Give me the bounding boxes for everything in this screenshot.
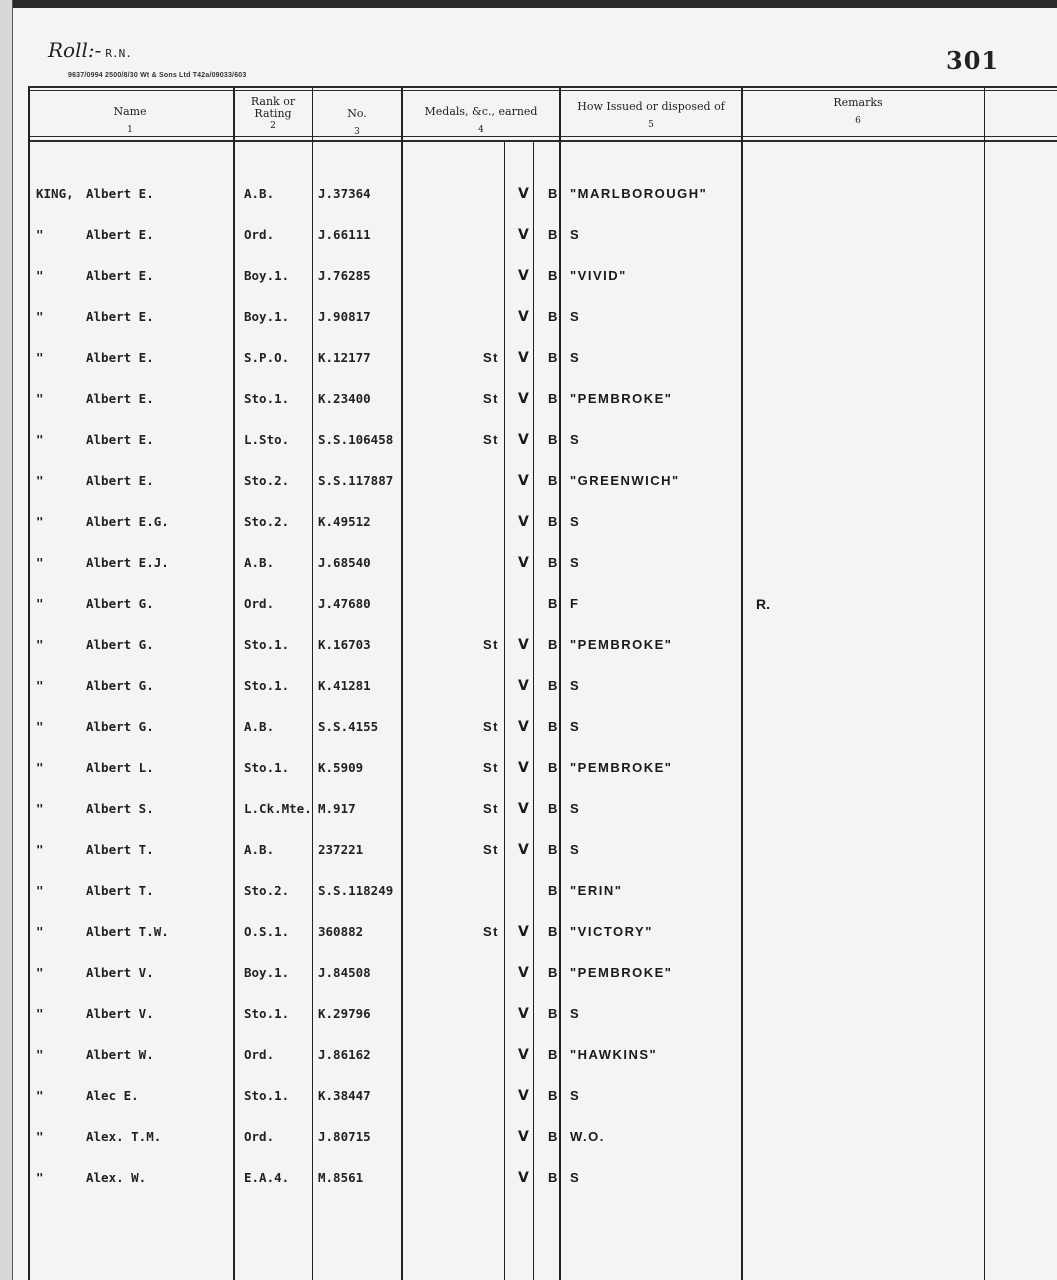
table-row [0, 715, 1057, 756]
table-row [0, 592, 1057, 633]
entry-rank: Boy.1. [244, 268, 290, 283]
entry-british-medal: B [548, 1129, 559, 1144]
entry-given-name: Albert L. [86, 760, 154, 775]
entry-issued-to: "MARLBOROUGH" [570, 186, 708, 201]
entry-given-name: Albert V. [86, 965, 154, 980]
entry-service-number: S.S.118249 [318, 883, 394, 898]
header-top-rule [28, 86, 1057, 88]
entry-issued-to: S [570, 678, 581, 693]
table-row [0, 633, 1057, 674]
entry-given-name: Albert E. [86, 473, 154, 488]
entry-issued-to: "HAWKINS" [570, 1047, 658, 1062]
entry-given-name: Albert S. [86, 801, 154, 816]
table-row [0, 551, 1057, 592]
entry-service-number: K.5909 [318, 760, 364, 775]
entry-surname: " [36, 555, 44, 570]
entry-issued-to: S [570, 514, 581, 529]
entry-surname: " [36, 1129, 44, 1144]
entry-victory-tick: V [518, 1047, 529, 1063]
table-row [0, 674, 1057, 715]
entry-british-medal: B [548, 637, 559, 652]
entry-issued-to: F [570, 596, 580, 611]
entry-given-name: Albert W. [86, 1047, 154, 1062]
entry-victory-tick: V [518, 719, 529, 735]
entry-given-name: Albert E.J. [86, 555, 169, 570]
entry-victory-tick: V [518, 432, 529, 448]
entry-star-medal: St [483, 637, 499, 652]
entry-rank: L.Sto. [244, 432, 290, 447]
entry-surname: " [36, 473, 44, 488]
entry-given-name: Albert E.G. [86, 514, 169, 529]
table-row [0, 469, 1057, 510]
entry-issued-to: S [570, 719, 581, 734]
entry-victory-tick: V [518, 350, 529, 366]
entry-remark: R. [756, 596, 770, 612]
entry-british-medal: B [548, 1006, 559, 1021]
entry-british-medal: B [548, 965, 559, 980]
entry-surname: " [36, 1047, 44, 1062]
entry-surname: " [36, 227, 44, 242]
entry-rank: S.P.O. [244, 350, 290, 365]
entry-british-medal: B [548, 432, 559, 447]
column-header-number: 1 [127, 125, 133, 135]
entry-surname: " [36, 924, 44, 939]
entry-surname: " [36, 350, 44, 365]
entry-victory-tick: V [518, 965, 529, 981]
table-row [0, 223, 1057, 264]
entry-british-medal: B [548, 350, 559, 365]
entry-service-number: K.38447 [318, 1088, 371, 1103]
entry-victory-tick: V [518, 227, 529, 243]
table-row [0, 1043, 1057, 1084]
entry-surname: " [36, 842, 44, 857]
entry-victory-tick: V [518, 309, 529, 325]
entry-surname: " [36, 1006, 44, 1021]
entry-issued-to: S [570, 227, 581, 242]
table-row [0, 879, 1057, 920]
entry-rank: A.B. [244, 186, 275, 201]
entry-service-number: J.90817 [318, 309, 371, 324]
entry-service-number: M.917 [318, 801, 356, 816]
entry-surname: " [36, 965, 44, 980]
column-header-label: Name [113, 105, 147, 118]
entry-service-number: M.8561 [318, 1170, 364, 1185]
entry-rank: E.A.4. [244, 1170, 290, 1185]
entry-rank: Sto.1. [244, 1088, 290, 1103]
entry-service-number: K.49512 [318, 514, 371, 529]
table-row [0, 1084, 1057, 1125]
entry-service-number: K.12177 [318, 350, 371, 365]
entry-issued-to: "PEMBROKE" [570, 637, 673, 652]
entry-given-name: Albert T.W. [86, 924, 169, 939]
entry-issued-to: S [570, 309, 581, 324]
entry-british-medal: B [548, 1047, 559, 1062]
entry-victory-tick: V [518, 924, 529, 940]
entry-issued-to: S [570, 1006, 581, 1021]
entry-rank: Boy.1. [244, 965, 290, 980]
entry-service-number: 360882 [318, 924, 364, 939]
entry-victory-tick: V [518, 391, 529, 407]
entry-rank: Sto.2. [244, 473, 290, 488]
page-number: 301 [946, 46, 1000, 75]
entry-given-name: Albert G. [86, 719, 154, 734]
entry-british-medal: B [548, 186, 559, 201]
entry-british-medal: B [548, 842, 559, 857]
entry-service-number: J.47680 [318, 596, 371, 611]
entry-british-medal: B [548, 473, 559, 488]
entry-given-name: Alex. T.M. [86, 1129, 162, 1144]
column-header-label: Remarks [833, 96, 883, 109]
column-header-number: 4 [478, 125, 484, 135]
entry-british-medal: B [548, 678, 559, 693]
entry-issued-to: S [570, 1170, 581, 1185]
entry-surname: " [36, 719, 44, 734]
entry-rank: Ord. [244, 1129, 275, 1144]
entry-victory-tick: V [518, 1170, 529, 1186]
table-row [0, 920, 1057, 961]
entry-british-medal: B [548, 883, 559, 898]
column-header-rank [236, 96, 310, 132]
entry-surname: KING, [36, 186, 74, 201]
entry-issued-to: S [570, 555, 581, 570]
entry-rank: A.B. [244, 555, 275, 570]
entry-service-number: K.29796 [318, 1006, 371, 1021]
table-row [0, 797, 1057, 838]
entry-rank: Boy.1. [244, 309, 290, 324]
entry-victory-tick: V [518, 678, 529, 694]
entry-issued-to: S [570, 801, 581, 816]
entry-service-number: J.37364 [318, 186, 371, 201]
entry-british-medal: B [548, 924, 559, 939]
column-header-number: 3 [354, 127, 360, 137]
entry-service-number: K.41281 [318, 678, 371, 693]
entry-service-number: J.66111 [318, 227, 371, 242]
column-header-label: Rank or Rating [250, 95, 296, 120]
entry-service-number: J.86162 [318, 1047, 371, 1062]
entry-rank: O.S.1. [244, 924, 290, 939]
entry-given-name: Albert E. [86, 391, 154, 406]
entry-issued-to: "PEMBROKE" [570, 760, 673, 775]
entry-given-name: Albert E. [86, 350, 154, 365]
entry-service-number: J.84508 [318, 965, 371, 980]
entry-surname: " [36, 801, 44, 816]
entry-issued-to: S [570, 842, 581, 857]
entry-issued-to: W.O. [570, 1129, 605, 1144]
entry-issued-to: "GREENWICH" [570, 473, 680, 488]
entry-british-medal: B [548, 268, 559, 283]
entry-rank: Sto.1. [244, 1006, 290, 1021]
entry-service-number: K.16703 [318, 637, 371, 652]
entry-rank: Ord. [244, 596, 275, 611]
entry-surname: " [36, 637, 44, 652]
entry-given-name: Alec E. [86, 1088, 139, 1103]
header-bottom-rule-thin [28, 136, 1057, 137]
entry-victory-tick: V [518, 842, 529, 858]
entry-british-medal: B [548, 760, 559, 775]
entry-star-medal: St [483, 760, 499, 775]
entry-rank: Ord. [244, 227, 275, 242]
table-row [0, 1166, 1057, 1207]
entry-rank: A.B. [244, 719, 275, 734]
entry-issued-to: "VICTORY" [570, 924, 653, 939]
entry-rank: Sto.1. [244, 637, 290, 652]
entry-rank: A.B. [244, 842, 275, 857]
entry-given-name: Albert E. [86, 309, 154, 324]
entry-issued-to: "PEMBROKE" [570, 391, 673, 406]
column-header-number: 6 [855, 116, 861, 126]
entry-rank: Sto.1. [244, 391, 290, 406]
entry-british-medal: B [548, 801, 559, 816]
entry-british-medal: B [548, 555, 559, 570]
entry-star-medal: St [483, 801, 499, 816]
column-header-number: 5 [648, 120, 654, 130]
entry-surname: " [36, 514, 44, 529]
entry-star-medal: St [483, 842, 499, 857]
table-row [0, 182, 1057, 223]
header-bottom-rule [28, 140, 1057, 142]
column-header-remarks [744, 97, 972, 127]
entry-surname: " [36, 432, 44, 447]
entry-surname: " [36, 596, 44, 611]
entry-victory-tick: V [518, 801, 529, 817]
column-header-no [314, 108, 400, 138]
table-row [0, 961, 1057, 1002]
entry-service-number: 237221 [318, 842, 364, 857]
entry-british-medal: B [548, 514, 559, 529]
entry-victory-tick: V [518, 1129, 529, 1145]
entry-british-medal: B [548, 1170, 559, 1185]
entry-issued-to: S [570, 432, 581, 447]
entry-given-name: Albert G. [86, 596, 154, 611]
column-header-label: How Issued or disposed of [577, 100, 725, 113]
roll-title [48, 38, 132, 62]
entry-given-name: Albert G. [86, 678, 154, 693]
entry-service-number: J.68540 [318, 555, 371, 570]
entry-surname: " [36, 391, 44, 406]
entry-issued-to: "VIVID" [570, 268, 627, 283]
entry-star-medal: St [483, 432, 499, 447]
table-row [0, 305, 1057, 346]
entry-given-name: Albert V. [86, 1006, 154, 1021]
entry-british-medal: B [548, 596, 559, 611]
entry-service-number: K.23400 [318, 391, 371, 406]
entry-victory-tick: V [518, 473, 529, 489]
entry-rank: Sto.1. [244, 760, 290, 775]
entry-given-name: Albert E. [86, 268, 154, 283]
entry-victory-tick: V [518, 514, 529, 530]
table-row [0, 387, 1057, 428]
entry-rank: Ord. [244, 1047, 275, 1062]
entry-issued-to: S [570, 350, 581, 365]
entry-surname: " [36, 678, 44, 693]
entry-surname: " [36, 1170, 44, 1185]
entry-british-medal: B [548, 227, 559, 242]
entry-issued-to: "ERIN" [570, 883, 623, 898]
entry-given-name: Albert T. [86, 842, 154, 857]
entry-issued-to: "PEMBROKE" [570, 965, 673, 980]
entry-victory-tick: V [518, 268, 529, 284]
roll-label: Roll:- [48, 38, 102, 62]
entry-given-name: Albert T. [86, 883, 154, 898]
column-header-medals [404, 106, 558, 136]
printer-imprint: 9637/0994 2500/8/30 Wt & Sons Ltd T42a/09033/603 [68, 72, 247, 79]
entry-surname: " [36, 1088, 44, 1103]
entry-victory-tick: V [518, 637, 529, 653]
entry-service-number: S.S.4155 [318, 719, 379, 734]
entry-victory-tick: V [518, 555, 529, 571]
entry-victory-tick: V [518, 186, 529, 202]
entry-service-number: S.S.106458 [318, 432, 394, 447]
entry-service-number: J.76285 [318, 268, 371, 283]
table-row [0, 346, 1057, 387]
entry-star-medal: St [483, 719, 499, 734]
column-header-issued [562, 101, 740, 131]
entry-service-number: J.80715 [318, 1129, 371, 1144]
entry-surname: " [36, 883, 44, 898]
entry-star-medal: St [483, 391, 499, 406]
column-header-label: No. [347, 107, 367, 120]
entry-british-medal: B [548, 719, 559, 734]
entry-rank: Sto.1. [244, 678, 290, 693]
entry-surname: " [36, 760, 44, 775]
scan-top-edge [0, 0, 1057, 8]
column-header-number: 2 [270, 121, 276, 131]
entry-rank: Sto.2. [244, 514, 290, 529]
entry-given-name: Albert G. [86, 637, 154, 652]
roll-value: R.N. [105, 47, 132, 60]
entry-given-name: Alex. W. [86, 1170, 147, 1185]
entry-given-name: Albert E. [86, 432, 154, 447]
entry-given-name: Albert E. [86, 227, 154, 242]
table-row [0, 428, 1057, 469]
entry-victory-tick: V [518, 1006, 529, 1022]
entry-british-medal: B [548, 1088, 559, 1103]
table-row [0, 756, 1057, 797]
column-header-label: Medals, &c., earned [424, 105, 538, 118]
entry-service-number: S.S.117887 [318, 473, 394, 488]
table-row [0, 1002, 1057, 1043]
entry-given-name: Albert E. [86, 186, 154, 201]
entry-british-medal: B [548, 309, 559, 324]
entry-star-medal: St [483, 350, 499, 365]
entry-victory-tick: V [518, 760, 529, 776]
table-row [0, 264, 1057, 305]
table-row [0, 510, 1057, 551]
entry-british-medal: B [548, 391, 559, 406]
table-row [0, 838, 1057, 879]
entry-victory-tick: V [518, 1088, 529, 1104]
entry-surname: " [36, 309, 44, 324]
entry-rank: Sto.2. [244, 883, 290, 898]
header-top-rule-thin [28, 90, 1057, 91]
entry-surname: " [36, 268, 44, 283]
entry-rank: L.Ck.Mte. [244, 801, 312, 816]
column-header-name [60, 106, 200, 136]
table-row [0, 1125, 1057, 1166]
entry-star-medal: St [483, 924, 499, 939]
entry-issued-to: S [570, 1088, 581, 1103]
